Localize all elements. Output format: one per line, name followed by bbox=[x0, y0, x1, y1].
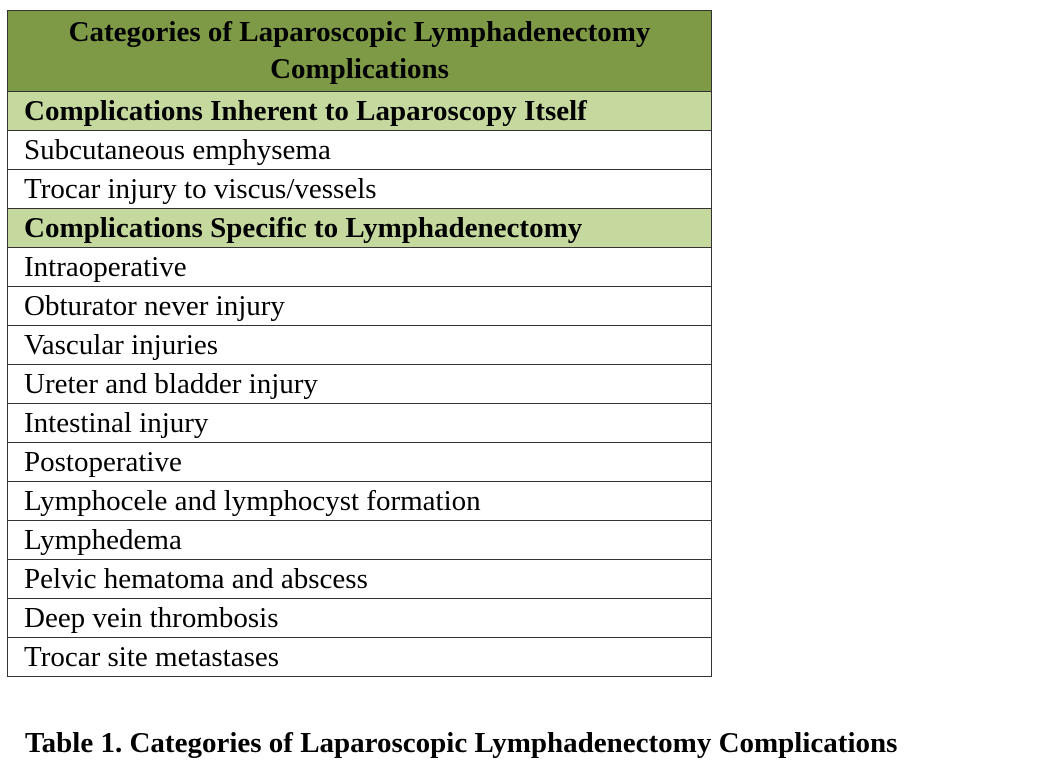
section-heading: Complications Inherent to Laparoscopy Itself bbox=[8, 92, 712, 131]
table-title: Categories of Laparoscopic Lymphadenectomy Complications bbox=[8, 11, 712, 92]
table-row bbox=[8, 365, 712, 404]
table-row bbox=[8, 482, 712, 521]
table-caption: Table 1. Categories of Laparoscopic Lymphadenectomy Complications bbox=[25, 727, 898, 759]
complications-table bbox=[7, 10, 712, 677]
table-row bbox=[8, 599, 712, 638]
table-cell: Deep vein thrombosis bbox=[8, 599, 712, 638]
table-cell: Trocar site metastases bbox=[8, 638, 712, 677]
table-cell: Lymphocele and lymphocyst formation bbox=[8, 482, 712, 521]
section-heading-row bbox=[8, 92, 712, 131]
table-row bbox=[8, 638, 712, 677]
table-row bbox=[8, 443, 712, 482]
table-cell: Intestinal injury bbox=[8, 404, 712, 443]
table-row bbox=[8, 560, 712, 599]
table-cell: Postoperative bbox=[8, 443, 712, 482]
section-heading: Complications Specific to Lymphadenectomy bbox=[8, 209, 712, 248]
table-row bbox=[8, 404, 712, 443]
table-row bbox=[8, 170, 712, 209]
table-cell: Pelvic hematoma and abscess bbox=[8, 560, 712, 599]
table-row bbox=[8, 521, 712, 560]
table-title-row bbox=[8, 11, 712, 92]
table-cell: Vascular injuries bbox=[8, 326, 712, 365]
table-cell: Subcutaneous emphysema bbox=[8, 131, 712, 170]
section-heading-row bbox=[8, 209, 712, 248]
table-row bbox=[8, 326, 712, 365]
table-cell: Lymphedema bbox=[8, 521, 712, 560]
table-cell: Ureter and bladder injury bbox=[8, 365, 712, 404]
table-cell: Trocar injury to viscus/vessels bbox=[8, 170, 712, 209]
table-row bbox=[8, 248, 712, 287]
table-cell: Obturator never injury bbox=[8, 287, 712, 326]
table-row bbox=[8, 131, 712, 170]
table-row bbox=[8, 287, 712, 326]
table-cell: Intraoperative bbox=[8, 248, 712, 287]
